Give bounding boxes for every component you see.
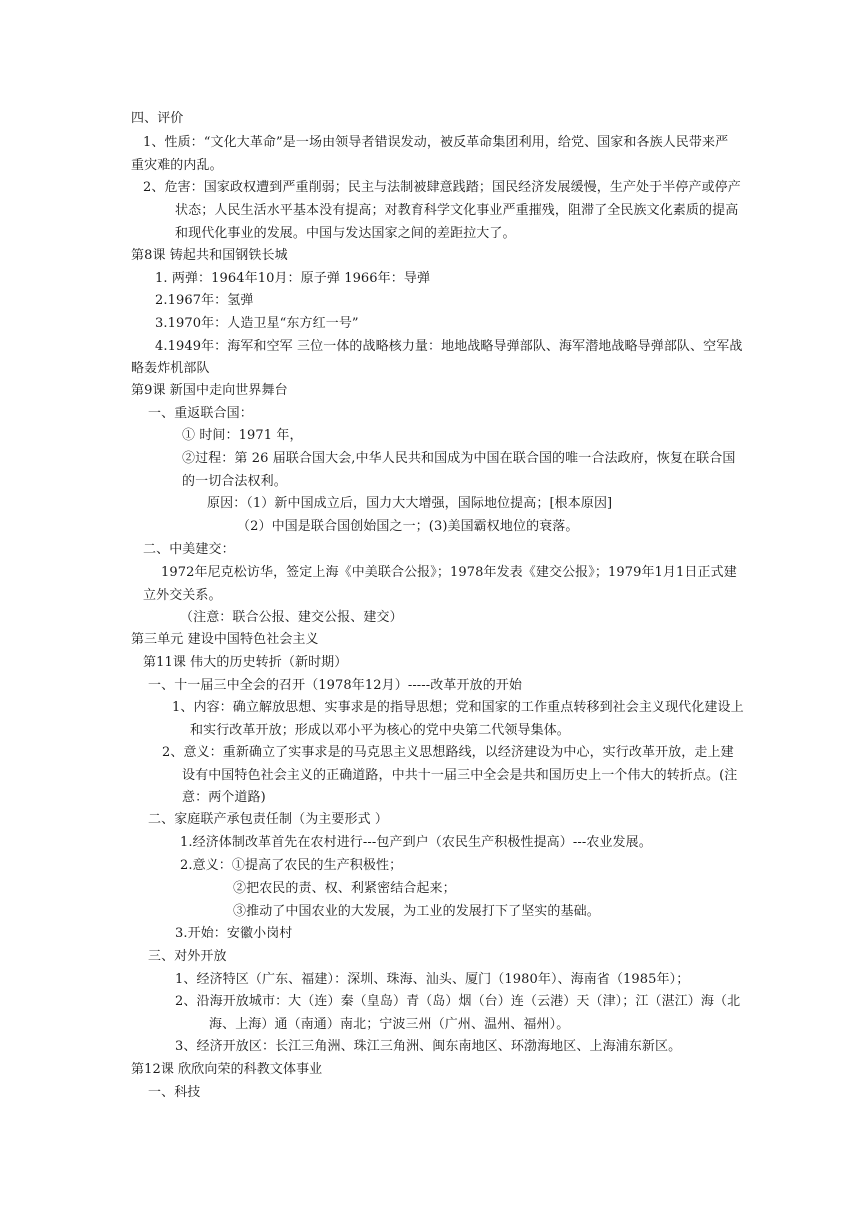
list-item: 1. 两弹：1964年10月：原子弹 1966年：导弹 [155,271,431,286]
list-item: 2、意义：重新确立了实事求是的马克思主义思想路线，以经济建设为中心，实行改革开放，走上建 [162,745,734,760]
paragraph-line: （2）中国是联合国创始国之一；(3)美国霸权地位的衰落。 [237,519,579,534]
paragraph-line: 和实行改革开放；形成以邓小平为核心的党中央第二代领导集体。 [190,723,570,738]
paragraph-line: 原因：（1）新中国成立后，国力大大增强，国际地位提高；[根本原因] [207,496,613,511]
section-heading: 二、中美建交： [143,542,235,557]
paragraph-line: 1972年尼克松访华，签定上海《中美联合公报》；1978年发表《建交公报》；1979年1月1日正式建 [161,565,737,580]
paragraph-line: 状态；人民生活水平基本没有提高；对教育科学文化事业严重摧残，阻滞了全民族文化素质的提高 [175,203,739,218]
paragraph-line: 意：两个道路) [182,790,266,805]
paragraph-line: 2、危害：国家政权遭到严重削弱；民主与法制被肆意践踏；国民经济发展缓慢，生产处于半停产或停产 [143,180,741,195]
list-item: 2.意义：①提高了农民的生产积极性； [180,858,403,873]
paragraph-line: 设有中国特色社会主义的正确道路，中共十一届三中全会是共和国历史上一个伟大的转折点。(注 [182,768,738,783]
paragraph-line: 和现代化事业的发展。中国与发达国家之间的差距拉大了。 [175,226,516,241]
list-item: 3.开始：安徽小岗村 [175,926,293,941]
list-item: 3.1970年：人造卫星“东方红一号” [155,316,359,331]
paragraph-line: 重灾难的内乱。 [131,158,223,173]
list-item: ②把农民的责、权、利紧密结合起来； [233,881,456,896]
list-item: 1、经济特区（广东、福建）：深圳、珠海、汕头、厦门（1980年）、海南省（1985年）； [175,972,690,987]
list-item: 2、沿海开放城市：大（连）秦（皇岛）青（岛）烟（台）连（云港）天（津）；江（湛江）海（北 [175,994,741,1009]
list-item: ③推动了中国农业的大发展，为工业的发展打下了坚实的基础。 [233,904,600,919]
paragraph-line: 的一切合法权利。 [182,474,287,489]
paragraph-line: 海、上海）通（南通）南北；宁波三州（广州、温州、福州）。 [209,1017,570,1032]
list-item: ① 时间：1971 年， [182,428,303,443]
lesson-heading: 第9课 新国中走向世界舞台 [131,383,288,398]
list-item: ②过程：第 26 届联合国大会,中华人民共和国成为中国在联合国的唯一合法政府，恢复在联合国 [182,451,736,466]
note-line: （注意：联合公报、建交公报、建交） [180,610,403,625]
paragraph-line: 略轰炸机部队 [131,361,210,376]
section-heading: 四、评价 [131,111,184,126]
section-heading: 一、科技 [148,1085,201,1100]
paragraph-line: 立外交关系。 [143,588,222,603]
lesson-heading: 第12课 欣欣向荣的科教文体事业 [131,1062,323,1077]
section-heading: 一、重返联合国： [148,406,253,421]
section-heading: 一、十一届三中全会的召开（1978年12月）-----改革开放的开始 [148,678,522,693]
list-item: 1.经济体制改革首先在农村进行---包产到户（农民生产积极性提高）---农业发展。 [180,835,652,850]
list-item: 4.1949年：海军和空军 三位一体的战略核力量：地地战略导弹部队、海军潜地战略导弹部队、空军战 [155,339,743,354]
section-heading: 三、对外开放 [148,949,227,964]
unit-heading: 第三单元 建设中国特色社会主义 [131,632,319,647]
paragraph-line: 1、性质：“文化大革命”是一场由领导者错误发动，被反革命集团利用，给党、国家和各族人民带来严 [143,135,729,150]
lesson-heading: 第8课 铸起共和国钢铁长城 [131,248,288,263]
section-heading: 二、家庭联产承包责任制（为主要形式 ） [148,812,389,827]
list-item: 2.1967年：氢弹 [155,293,254,308]
list-item: 1、内容：确立解放思想、实事求是的指导思想；党和国家的工作重点转移到社会主义现代化建设上 [172,700,744,715]
list-item: 3、经济开放区：长江三角洲、珠江三角洲、闽东南地区、环渤海地区、上海浦东新区。 [175,1039,682,1054]
lesson-heading: 第11课 伟大的历史转折（新时期） [143,655,348,670]
